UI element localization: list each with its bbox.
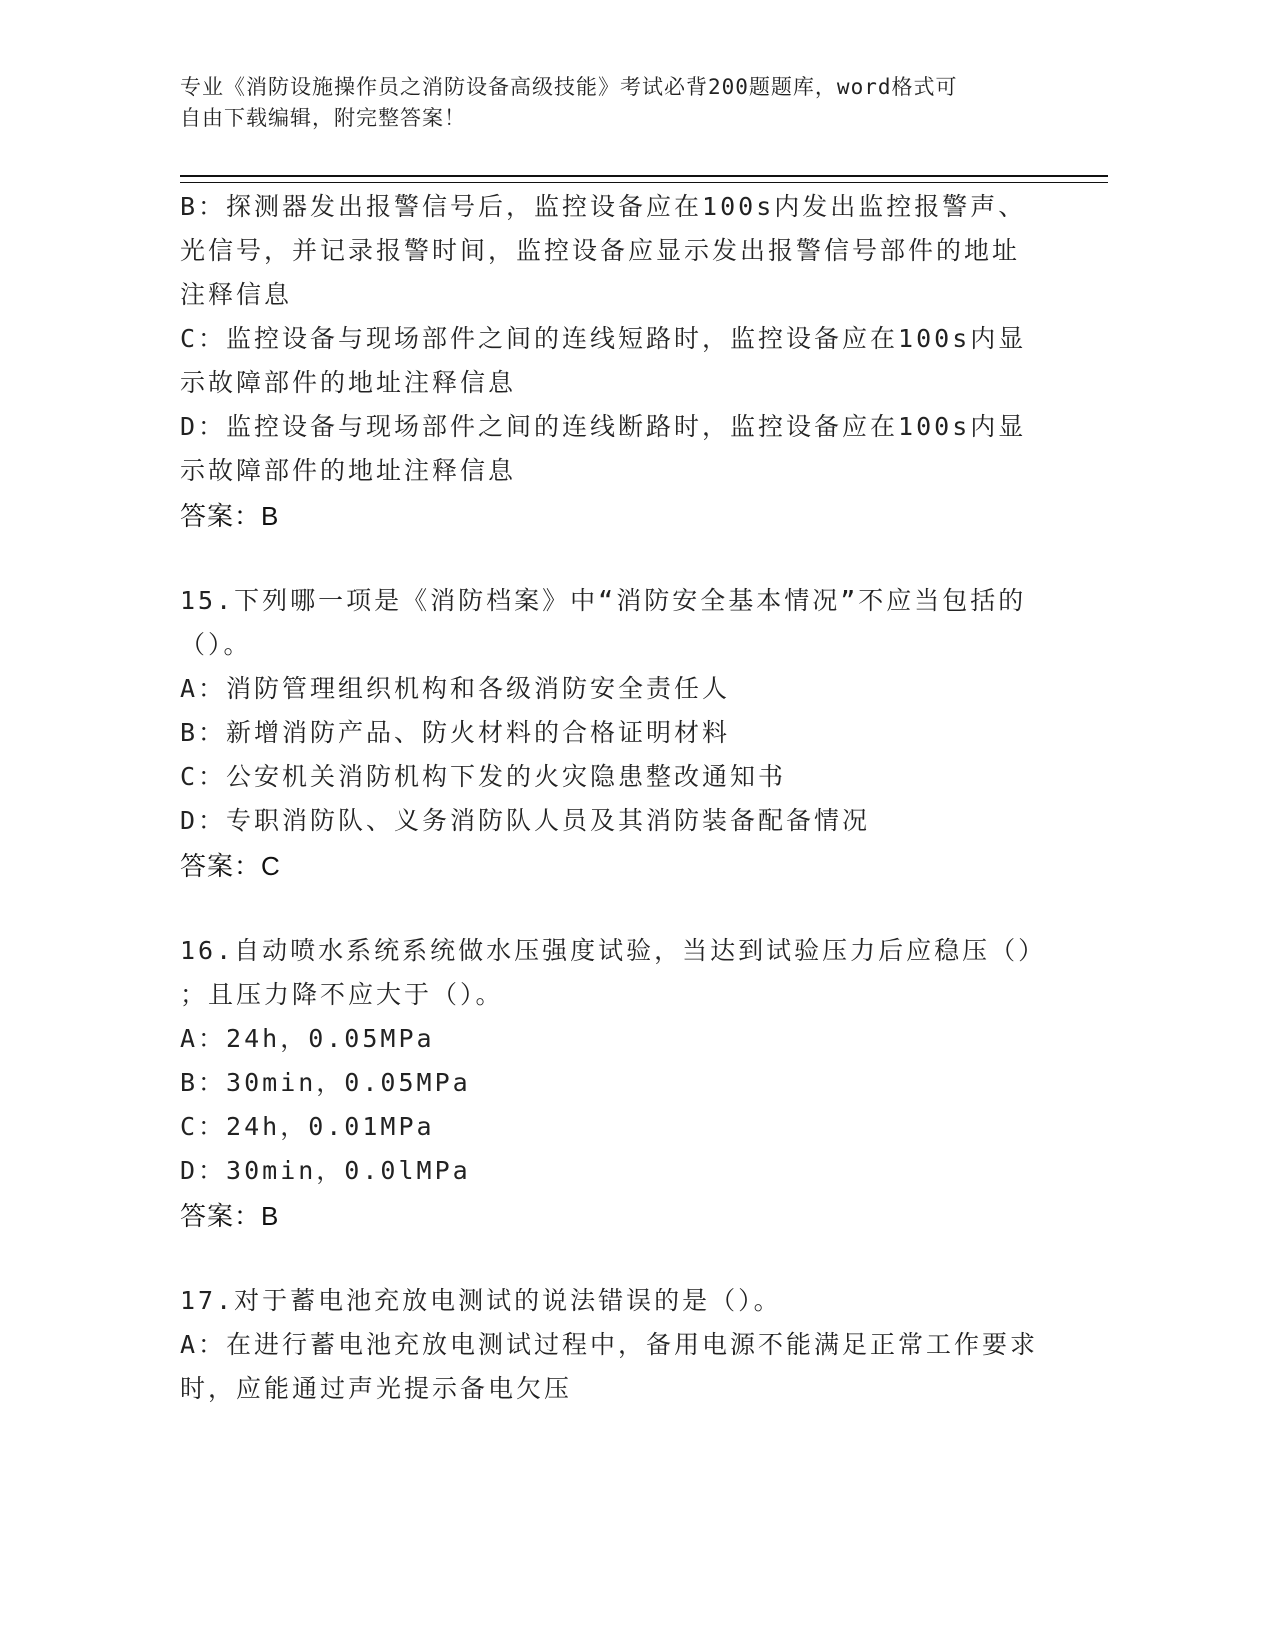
- q16-stem-line-2: ；且压力降不应大于（）。: [180, 980, 504, 1009]
- question-16: [180, 929, 1060, 1239]
- document-header: [180, 72, 1080, 134]
- q16-option-c: C：24h，0.01MPa: [180, 1112, 435, 1141]
- q14-option-c-line-1: C：监控设备与现场部件之间的连线短路时，监控设备应在100s内显: [180, 324, 1027, 353]
- q15-stem-line-1: 15.下列哪一项是《消防档案》中“消防安全基本情况”不应当包括的: [180, 586, 1027, 615]
- spacer: [180, 539, 1060, 579]
- q17-option-a-line-1: A：在进行蓄电池充放电测试过程中，备用电源不能满足正常工作要求: [180, 1330, 1039, 1359]
- question-14-continuation: [180, 185, 1060, 539]
- q14-option-c-line-2: 示故障部件的地址注释信息: [180, 368, 517, 397]
- q14-option-b-line-3: 注释信息: [180, 280, 293, 309]
- q14-answer: 答案：B: [180, 501, 280, 531]
- q15-option-a: A：消防管理组织机构和各级消防安全责任人: [180, 674, 731, 703]
- question-15: [180, 579, 1060, 889]
- spacer: [180, 1239, 1060, 1279]
- header-title-line-1: 专业《消防设施操作员之消防设备高级技能》考试必背200题题库，word格式可: [180, 75, 958, 99]
- question-17: [180, 1279, 1060, 1411]
- question-content: [180, 185, 1060, 1411]
- spacer: [180, 889, 1060, 929]
- q15-option-b: B：新增消防产品、防火材料的合格证明材料: [180, 718, 731, 747]
- q15-answer: 答案：C: [180, 851, 281, 881]
- q16-stem-line-1: 16.自动喷水系统系统做水压强度试验，当达到试验压力后应稳压（）: [180, 936, 1047, 965]
- q15-option-d: D：专职消防队、义务消防队人员及其消防装备配备情况: [180, 806, 871, 835]
- q15-stem-line-2: （）。: [180, 630, 252, 659]
- q14-option-b-line-2: 光信号，并记录报警时间，监控设备应显示发出报警信号部件的地址: [180, 236, 1021, 265]
- q14-option-d-line-1: D：监控设备与现场部件之间的连线断路时，监控设备应在100s内显: [180, 412, 1027, 441]
- q14-option-b-line-1: B：探测器发出报警信号后，监控设备应在100s内发出监控报警声、: [180, 192, 1027, 221]
- q16-option-b: B：30min，0.05MPa: [180, 1068, 471, 1097]
- header-divider-thin: [180, 182, 1108, 183]
- q14-option-d-line-2: 示故障部件的地址注释信息: [180, 456, 517, 485]
- q17-stem-line-1: 17.对于蓄电池充放电测试的说法错误的是（）。: [180, 1286, 782, 1315]
- q16-answer: 答案：B: [180, 1201, 280, 1231]
- q17-option-a-line-2: 时，应能通过声光提示备电欠压: [180, 1374, 573, 1403]
- header-title-line-2: 自由下载编辑，附完整答案！: [180, 106, 466, 130]
- header-divider-thick: [180, 175, 1108, 177]
- q15-option-c: C：公安机关消防机构下发的火灾隐患整改通知书: [180, 762, 787, 791]
- q16-option-d: D：30min，0.0lMPa: [180, 1156, 471, 1185]
- q16-option-a: A：24h，0.05MPa: [180, 1024, 435, 1053]
